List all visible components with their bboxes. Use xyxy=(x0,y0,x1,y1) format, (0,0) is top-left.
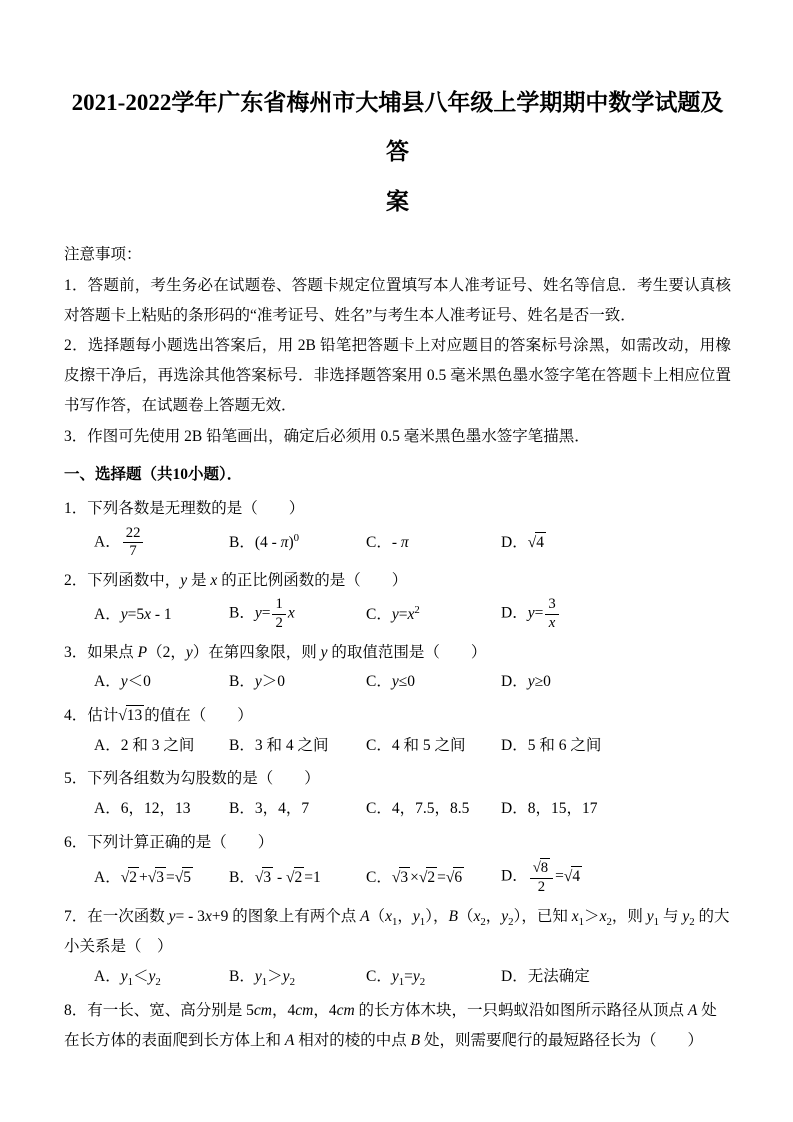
options-row xyxy=(64,857,731,897)
option: C．4 和 5 之间 xyxy=(366,736,466,754)
option: A． $\frac{22}{7}$ xyxy=(94,524,229,562)
option: C．- π xyxy=(366,533,409,551)
question-stem: 8．有一长、宽、高分别是 5cm，4cm，4cm 的长方体木块，一只蚂蚁沿如图所示路径从顶点 A 处在长方体的表面爬到长方体上和 A 相对的棱的中点 B 处，则需要爬行的最短路径长为（ ） xyxy=(64,1002,717,1049)
page-title xyxy=(64,78,731,226)
page-title-line: 案 xyxy=(386,188,409,214)
notice-section xyxy=(64,240,731,452)
option: C．y≤0 xyxy=(366,673,415,691)
option: B．√3 - √2 =1 xyxy=(229,868,321,886)
question-stem: 1．下列各数是无理数的是（ ） xyxy=(64,500,305,518)
question-block xyxy=(64,638,731,697)
options-row xyxy=(64,595,731,633)
question-block xyxy=(64,902,731,993)
option: C．4，7.5，8.5 xyxy=(366,800,470,818)
option: D．y≥0 xyxy=(501,673,551,691)
option: D．5 和 6 之间 xyxy=(501,736,602,754)
option: C．$y=x^2$ xyxy=(366,603,420,623)
question-stem: 6．下列计算正确的是（ ） xyxy=(64,833,274,851)
option: A．√2 +√3 =√5 xyxy=(94,868,191,886)
question-block xyxy=(64,764,731,823)
option: B．(4 - π)$^0$ xyxy=(229,531,300,552)
option: A．y＜0 xyxy=(94,673,151,691)
option: D．无法确定 xyxy=(501,968,590,986)
option: D．√4 xyxy=(501,533,544,551)
question-stem: 4．估计√13 的值在（ ） xyxy=(64,707,253,724)
option: B．$y_1>y_2$ xyxy=(229,967,295,988)
option: B．3，4，7 xyxy=(229,800,310,818)
option: D．8，15，17 xyxy=(501,800,598,818)
question-block xyxy=(64,494,731,562)
option: D．y= $\frac{3}{x}$ xyxy=(501,595,731,633)
option: B．y＞0 xyxy=(229,673,285,691)
question-stem: 7．在一次函数 y= - 3x+9 的图象上有两个点 $A(x_1$，$y_1$），$B(x_2$，$y_2$），已知 $x_1>x_2$，则 $y_1$ 与 $y_2$ 的大小关系是（ ） xyxy=(64,907,730,956)
question-block xyxy=(64,996,731,1055)
notice-item-3: 3．作图可先使用 2B 铅笔画出，确定后必须用 0.5 毫米黑色墨水签字笔描黑． xyxy=(64,427,590,445)
section-header: 一、选择题（共10小题）． xyxy=(64,465,243,483)
questions-list xyxy=(64,494,731,1055)
notice-heading: 注意事项： xyxy=(64,246,142,264)
option: A．2 和 3 之间 xyxy=(94,736,195,754)
option: D． $\frac{√8}{2}$ =√4 xyxy=(501,860,581,895)
question-block xyxy=(64,566,731,634)
question-stem: 5．下列各组数为勾股数的是（ ） xyxy=(64,770,320,788)
question-stem: 3．如果点 P（2，y）在第四象限，则 y 的取值范围是（ ） xyxy=(64,643,487,661)
option: A．6，12，13 xyxy=(94,800,191,818)
options-row xyxy=(64,794,731,824)
option: C．$y_1=y_2$ xyxy=(366,967,426,988)
option: B．y= $\frac{1}{2}$ x xyxy=(229,596,295,631)
notice-item-2: 2．选择题每小题选出答案后，用 2B 铅笔把答题卡上对应题目的答案标号涂黑，如需改动，用橡皮擦干净后，再选涂其他答案标号．非选择题答案用 0.5 毫米黑色墨水签字笔在答题卡上相应位置书写作答，在试题卷上答题无效． xyxy=(64,336,731,415)
option: C．√3 ×√2 =√6 xyxy=(366,868,463,886)
page-title-line: 2021-2022学年广东省梅州市大埔县八年级上学期期中数学试题及答 xyxy=(71,90,724,165)
option: B．3 和 4 之间 xyxy=(229,736,329,754)
options-row xyxy=(64,667,731,697)
option: A．$y_1<y_2$ xyxy=(94,967,161,988)
question-stem: 2．下列函数中，y 是 x 的正比例函数的是（ ） xyxy=(64,571,408,589)
question-block xyxy=(64,828,731,898)
option: A．y=5x - 1 xyxy=(94,605,172,623)
options-row xyxy=(64,962,731,993)
options-row xyxy=(64,730,731,760)
options-row xyxy=(64,524,731,562)
notice-item-1: 1．答题前，考生务必在试题卷、答题卡规定位置填写本人准考证号、姓名等信息．考生要认真核对答题卡上粘贴的条形码的“准考证号、姓名”与考生本人准考证号、姓名是否一致． xyxy=(64,276,731,324)
question-block xyxy=(64,701,731,760)
